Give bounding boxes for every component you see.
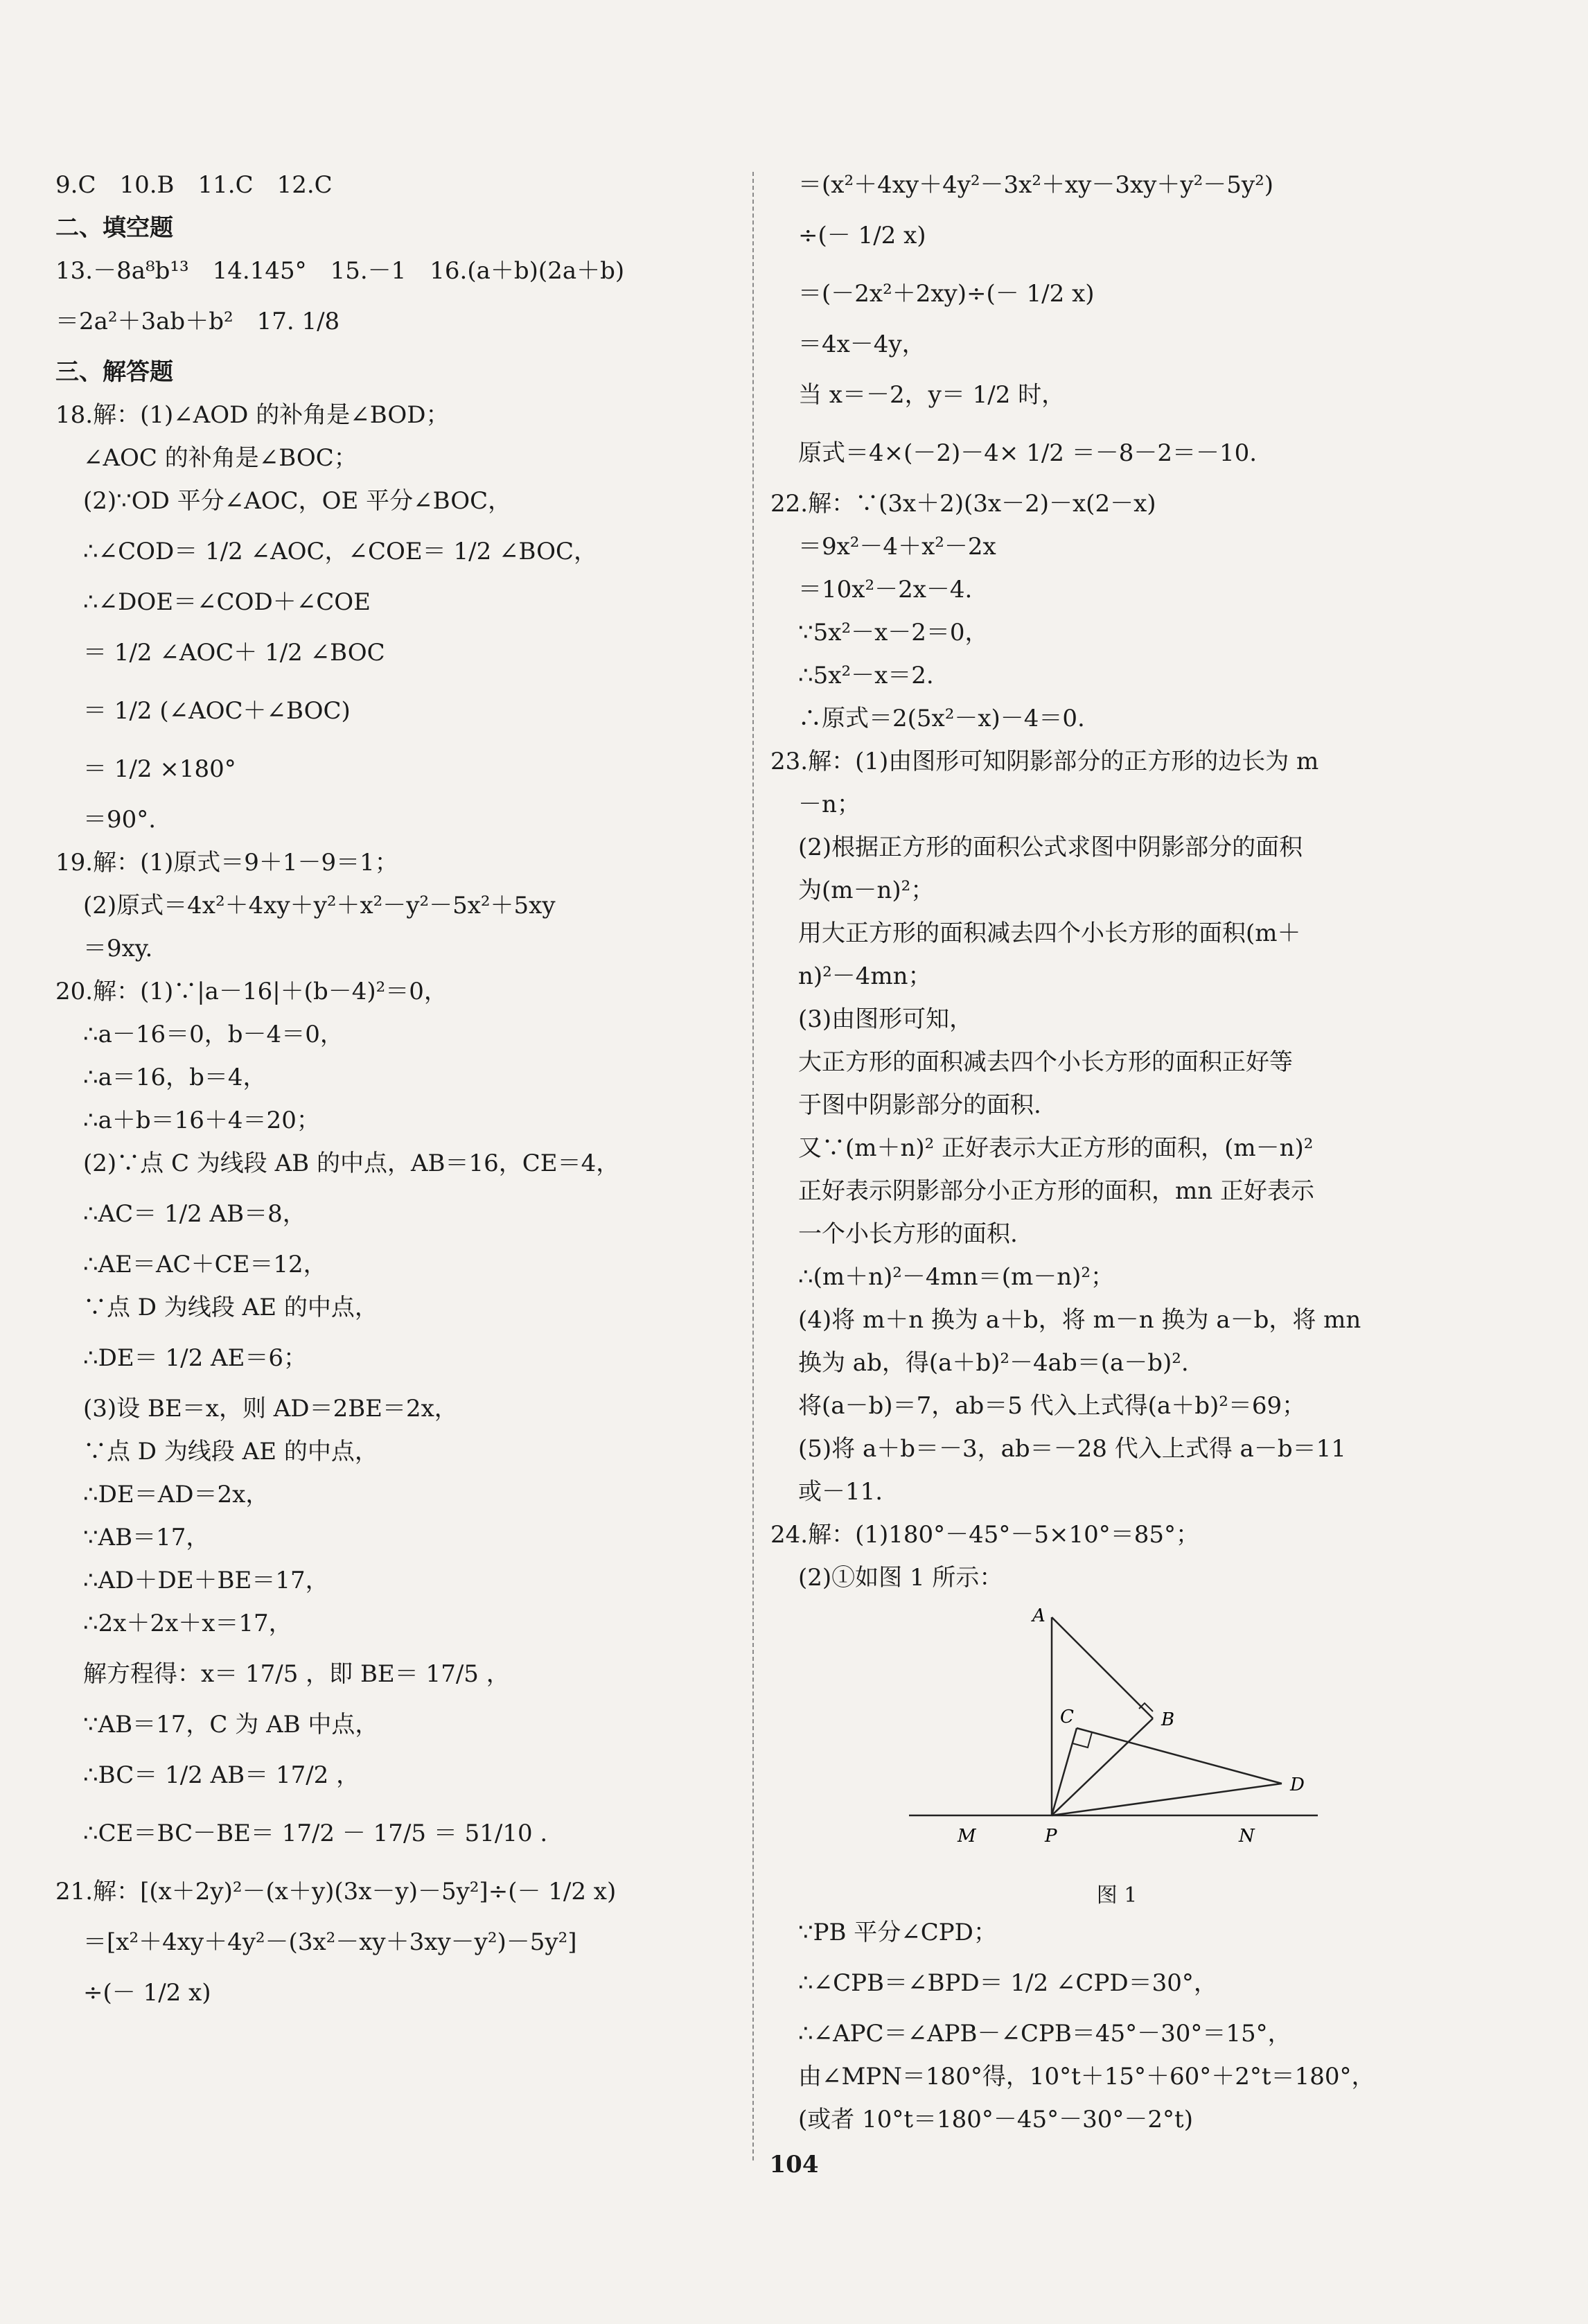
- solution-line: 将(a－b)＝7，ab＝5 代入上式得(a＋b)²＝69；: [798, 1392, 1306, 1420]
- solution-line: (或者 10°t＝180°－45°－30°－2°t): [798, 2106, 1193, 2133]
- solution-line: (3)设 BE＝x，则 AD＝2BE＝2x，: [83, 1395, 458, 1423]
- column-divider: [752, 172, 754, 2160]
- solution-line: (2)原式＝4x²＋4xy＋y²＋x²－y²－5x²＋5xy: [83, 892, 556, 919]
- solution-line: ∴∠COD＝ 1/2 ∠AOC，∠COE＝ 1/2 ∠BOC，: [83, 538, 598, 565]
- page-number: 104: [769, 2151, 819, 2178]
- segment-ab: [1052, 1617, 1153, 1718]
- solution-line: ∴AC＝ 1/2 AB＝8，: [83, 1200, 306, 1228]
- solution-line: (2)∵点 C 为线段 AB 的中点，AB＝16，CE＝4，: [83, 1150, 620, 1177]
- solution-line: 大正方形的面积减去四个小长方形的面积正好等: [798, 1048, 1293, 1076]
- solution-line: ∴∠APC＝∠APB－∠CPB＝45°－30°＝15°，: [798, 2020, 1291, 2048]
- solution-line: (5)将 a＋b＝－3，ab＝－28 代入上式得 a－b＝11: [798, 1435, 1346, 1463]
- solution-line: ＝9xy.: [83, 935, 153, 962]
- solution-line: 23.解：(1)由图形可知阴影部分的正方形的边长为 m: [770, 748, 1319, 775]
- solution-line: ∠AOC 的补角是∠BOC；: [83, 444, 358, 472]
- solution-line: 正好表示阴影部分小正方形的面积，mn 正好表示: [798, 1177, 1314, 1205]
- solution-line: －n；: [798, 791, 861, 818]
- solution-line: ∴a＝16，b＝4，: [83, 1064, 267, 1091]
- solution-line: 原式＝4×(－2)－4× 1/2 ＝－8－2＝－10.: [798, 439, 1258, 467]
- solution-line: (4)将 m＋n 换为 a＋b，将 m－n 换为 a－b，将 mn: [798, 1306, 1361, 1334]
- solution-line: ∵点 D 为线段 AE 的中点，: [83, 1438, 378, 1465]
- solution-line: ∵PB 平分∠CPD；: [798, 1919, 997, 1946]
- solution-line: (2)根据正方形的面积公式求图中阴影部分的面积: [798, 834, 1303, 861]
- solution-line: ∴CE＝BC－BE＝ 17/2 － 17/5 ＝ 51/10 .: [83, 1820, 548, 1847]
- solution-line: 于图中阴影部分的面积.: [798, 1091, 1041, 1119]
- solution-line: ＝ 1/2 (∠AOC＋∠BOC): [83, 697, 351, 725]
- solution-line: 18.解：(1)∠AOD 的补角是∠BOD；: [55, 401, 450, 429]
- solution-line: 为(m－n)²；: [798, 877, 935, 904]
- segment-pd: [1052, 1784, 1282, 1815]
- solution-line: ∴5x²－x＝2.: [798, 662, 934, 689]
- solution-line: 用大正方形的面积减去四个小长方形的面积(m＋: [798, 919, 1301, 947]
- figure-caption: 图 1: [1096, 1883, 1138, 1908]
- solution-line: ∴a＋b＝16＋4＝20；: [83, 1107, 320, 1134]
- solution-line: 解方程得：x＝ 17/5 ，即 BE＝ 17/5 ，: [83, 1660, 510, 1688]
- label-n: N: [1239, 1826, 1255, 1847]
- solution-line: ∵5x²－x－2＝0，: [798, 619, 989, 646]
- solution-line: ∴DE＝ 1/2 AE＝6；: [83, 1344, 308, 1372]
- solution-line: ＝4x－4y，: [798, 331, 926, 358]
- solution-line: ＝(－2x²＋2xy)÷(－ 1/2 x): [798, 280, 1095, 308]
- solution-line: n)²－4mn；: [798, 962, 932, 990]
- geometry-figure: [895, 1603, 1463, 1911]
- solution-line: ＝9x²－4＋x²－2x: [798, 533, 996, 561]
- solution-line: 当 x＝－2，y＝ 1/2 时，: [798, 381, 1066, 409]
- solution-line: (2)①如图 1 所示：: [798, 1564, 1003, 1592]
- solution-line: ∴2x＋2x＋x＝17，: [83, 1610, 292, 1637]
- label-d: D: [1290, 1775, 1305, 1795]
- answer-line: 9.C 10.B 11.C 12.C: [55, 171, 333, 199]
- solution-line: ∴BC＝ 1/2 AB＝ 17/2 ，: [83, 1761, 360, 1789]
- solution-line: ∴∠DOE＝∠COD＋∠COE: [83, 588, 371, 616]
- label-m: M: [958, 1826, 976, 1847]
- solution-line: ∵AB＝17，C 为 AB 中点，: [83, 1711, 379, 1738]
- section-heading: 三、解答题: [55, 358, 173, 386]
- right-column: [770, 164, 1463, 2141]
- solution-line: ＝ 1/2 ∠AOC＋ 1/2 ∠BOC: [83, 639, 385, 667]
- solution-line: ＝[x²＋4xy＋4y²－(3x²－xy＋3xy－y²)－5y²]: [83, 1928, 577, 1956]
- answer-line: 13.－8a⁸b¹³ 14.145° 15.－1 16.(a＋b)(2a＋b): [55, 257, 625, 285]
- solution-line: 又∵(m＋n)² 正好表示大正方形的面积，(m－n)²: [798, 1134, 1314, 1162]
- solution-line: (3)由图形可知，: [798, 1005, 973, 1033]
- solution-line: ∴a－16＝0，b－4＝0，: [83, 1021, 344, 1048]
- solution-line: 一个小长方形的面积.: [798, 1220, 1018, 1248]
- figure-1-diagram: [895, 1603, 1339, 1867]
- solution-line: 或－11.: [798, 1478, 883, 1506]
- solution-line: ∵点 D 为线段 AE 的中点，: [83, 1294, 378, 1321]
- solution-line: 24.解：(1)180°－45°－5×10°＝85°；: [770, 1521, 1200, 1549]
- right-angle-mark-b: [1139, 1703, 1153, 1711]
- solution-line: ＝(x²＋4xy＋4y²－3x²＋xy－3xy＋y²－5y²): [798, 171, 1273, 199]
- label-c: C: [1060, 1707, 1074, 1727]
- solution-line: ∴∠CPB＝∠BPD＝ 1/2 ∠CPD＝30°，: [798, 1969, 1217, 1997]
- solution-line: 换为 ab，得(a＋b)²－4ab＝(a－b)².: [798, 1349, 1189, 1377]
- solution-line: ＝10x²－2x－4.: [798, 576, 973, 604]
- solution-line: 21.解：[(x＋2y)²－(x＋y)(3x－y)－5y²]÷(－ 1/2 x): [55, 1878, 617, 1905]
- solution-line: ＝ 1/2 ×180°: [83, 755, 236, 783]
- solution-line: ∴(m＋n)²－4mn＝(m－n)²；: [798, 1263, 1114, 1291]
- segment-cd: [1077, 1728, 1282, 1784]
- label-p: P: [1045, 1826, 1057, 1847]
- label-a: A: [1032, 1605, 1046, 1626]
- solution-line: (2)∵OD 平分∠AOC，OE 平分∠BOC，: [83, 487, 512, 515]
- left-column: [55, 164, 748, 2022]
- solution-line: ∴AE＝AC＋CE＝12，: [83, 1251, 327, 1278]
- solution-line: 由∠MPN＝180°得，10°t＋15°＋60°＋2°t＝180°，: [798, 2063, 1375, 2090]
- solution-line: ÷(－ 1/2 x): [83, 1979, 211, 2007]
- solution-line: 19.解：(1)原式＝9＋1－9＝1；: [55, 849, 398, 877]
- solution-line: 22.解：∵(3x＋2)(3x－2)－x(2－x): [770, 490, 1156, 518]
- solution-line: ∴原式＝2(5x²－x)－4＝0.: [798, 705, 1085, 732]
- solution-line: ÷(－ 1/2 x): [798, 222, 926, 249]
- label-b: B: [1161, 1709, 1175, 1730]
- solution-line: 20.解：(1)∵|a－16|＋(b－4)²＝0，: [55, 978, 448, 1005]
- solution-line: ＝90°.: [83, 806, 157, 834]
- solution-line: ∵AB＝17，: [83, 1524, 210, 1551]
- section-heading: 二、填空题: [55, 214, 173, 242]
- answer-line: ＝2a²＋3ab＋b² 17. 1/8: [55, 308, 340, 335]
- solution-line: ∴AD＋DE＋BE＝17，: [83, 1567, 329, 1594]
- solution-line: ∴DE＝AD＝2x，: [83, 1481, 270, 1508]
- segment-pb: [1052, 1718, 1153, 1815]
